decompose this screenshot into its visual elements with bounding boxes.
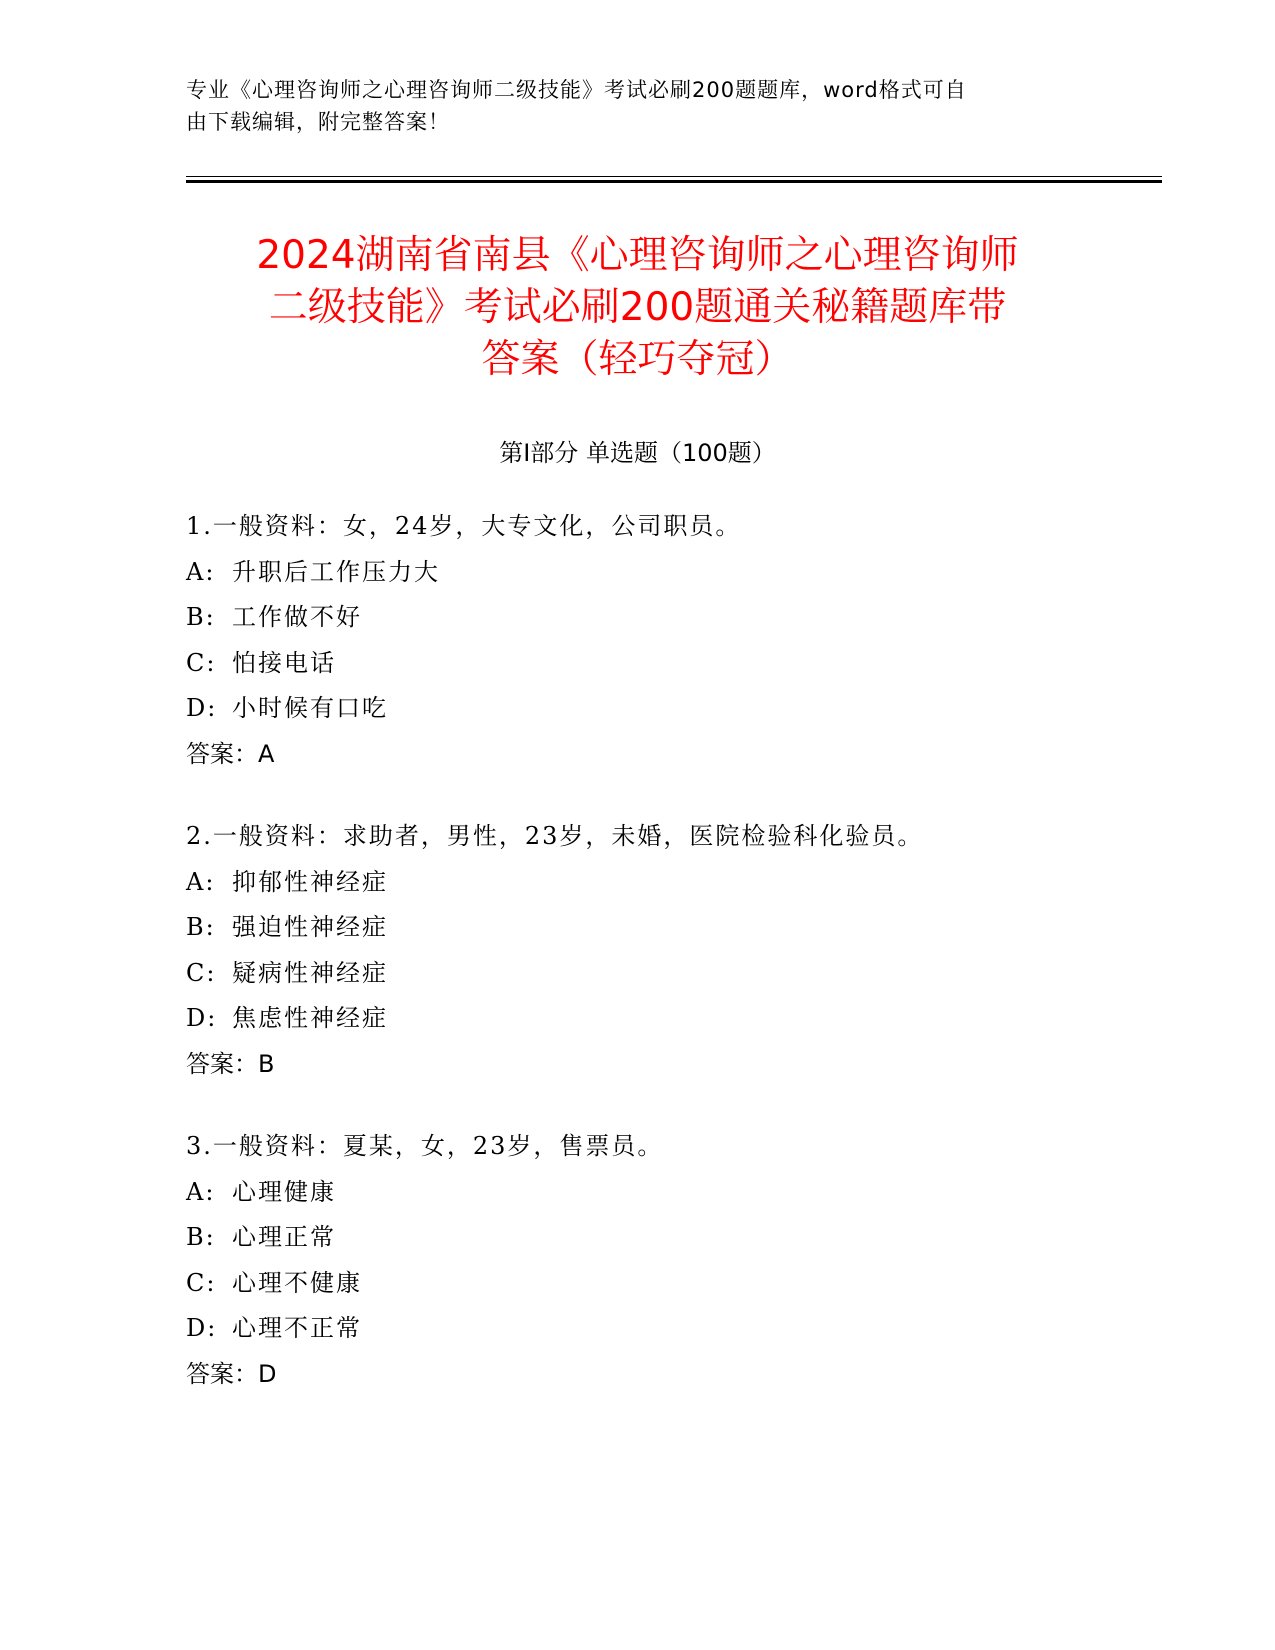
option-letter: D: — [186, 1004, 218, 1032]
question-option — [186, 951, 923, 997]
option-letter: B: — [186, 913, 216, 941]
option-letter: A: — [186, 1177, 216, 1206]
option-letter: D: — [186, 1314, 218, 1342]
question-block — [186, 1124, 663, 1397]
option-letter: A: — [186, 867, 216, 896]
option-text: 抑郁性神经症 — [232, 867, 388, 896]
question-option — [186, 1306, 663, 1352]
option-letter: B: — [186, 1223, 216, 1251]
option-letter: C: — [186, 958, 217, 987]
question-option — [186, 996, 923, 1042]
question-option — [186, 641, 741, 687]
question-answer: 答案：B — [186, 1049, 275, 1078]
question-option — [186, 1170, 663, 1216]
question-stem: 1.一般资料：女，24岁，大专文化，公司职员。 — [186, 512, 742, 540]
document-title-line: 答案（轻巧夺冠） — [481, 337, 794, 382]
option-text: 小时候有口吃 — [232, 694, 388, 722]
header-note — [186, 74, 1086, 138]
question-option — [186, 686, 741, 732]
question-answer: 答案：A — [186, 739, 275, 768]
option-text: 心理正常 — [232, 1223, 336, 1251]
option-text: 疑病性神经症 — [232, 958, 388, 987]
option-text: 工作做不好 — [232, 603, 362, 631]
option-text: 升职后工作压力大 — [232, 557, 440, 586]
option-text: 心理不健康 — [232, 1268, 362, 1297]
question-block — [186, 814, 923, 1087]
document-title-line: 二级技能》考试必刷200题通关秘籍题库带 — [268, 285, 1007, 330]
option-letter: C: — [186, 1268, 217, 1297]
option-text: 强迫性神经症 — [232, 913, 388, 941]
question-option — [186, 1261, 663, 1307]
option-text: 心理健康 — [232, 1177, 336, 1206]
question-option — [186, 595, 741, 641]
section-heading: 第I部分 单选题（100题） — [499, 439, 776, 467]
option-letter: C: — [186, 648, 217, 677]
question-answer: 答案：D — [186, 1359, 277, 1388]
header-note-line: 专业《心理咨询师之心理咨询师二级技能》考试必刷200题题库，word格式可自 — [186, 78, 967, 102]
option-letter: A: — [186, 557, 216, 586]
header-divider-thick — [186, 180, 1162, 183]
option-text: 心理不正常 — [232, 1314, 362, 1342]
option-text: 怕接电话 — [232, 648, 336, 677]
question-option — [186, 1215, 663, 1261]
question-block — [186, 504, 741, 777]
question-option — [186, 860, 923, 906]
option-letter: B: — [186, 603, 216, 631]
header-note-line: 由下载编辑，附完整答案！ — [186, 110, 450, 134]
header-divider-thin — [186, 176, 1162, 177]
question-option — [186, 550, 741, 596]
document-title-line: 2024湖南省南县《心理咨询师之心理咨询师 — [256, 233, 1019, 278]
question-option — [186, 905, 923, 951]
option-letter: D: — [186, 694, 218, 722]
question-stem: 3.一般资料：夏某，女，23岁，售票员。 — [186, 1132, 664, 1160]
option-text: 焦虑性神经症 — [232, 1004, 388, 1032]
question-stem: 2.一般资料：求助者，男性，23岁，未婚，医院检验科化验员。 — [186, 822, 924, 850]
document-title — [150, 230, 1125, 386]
